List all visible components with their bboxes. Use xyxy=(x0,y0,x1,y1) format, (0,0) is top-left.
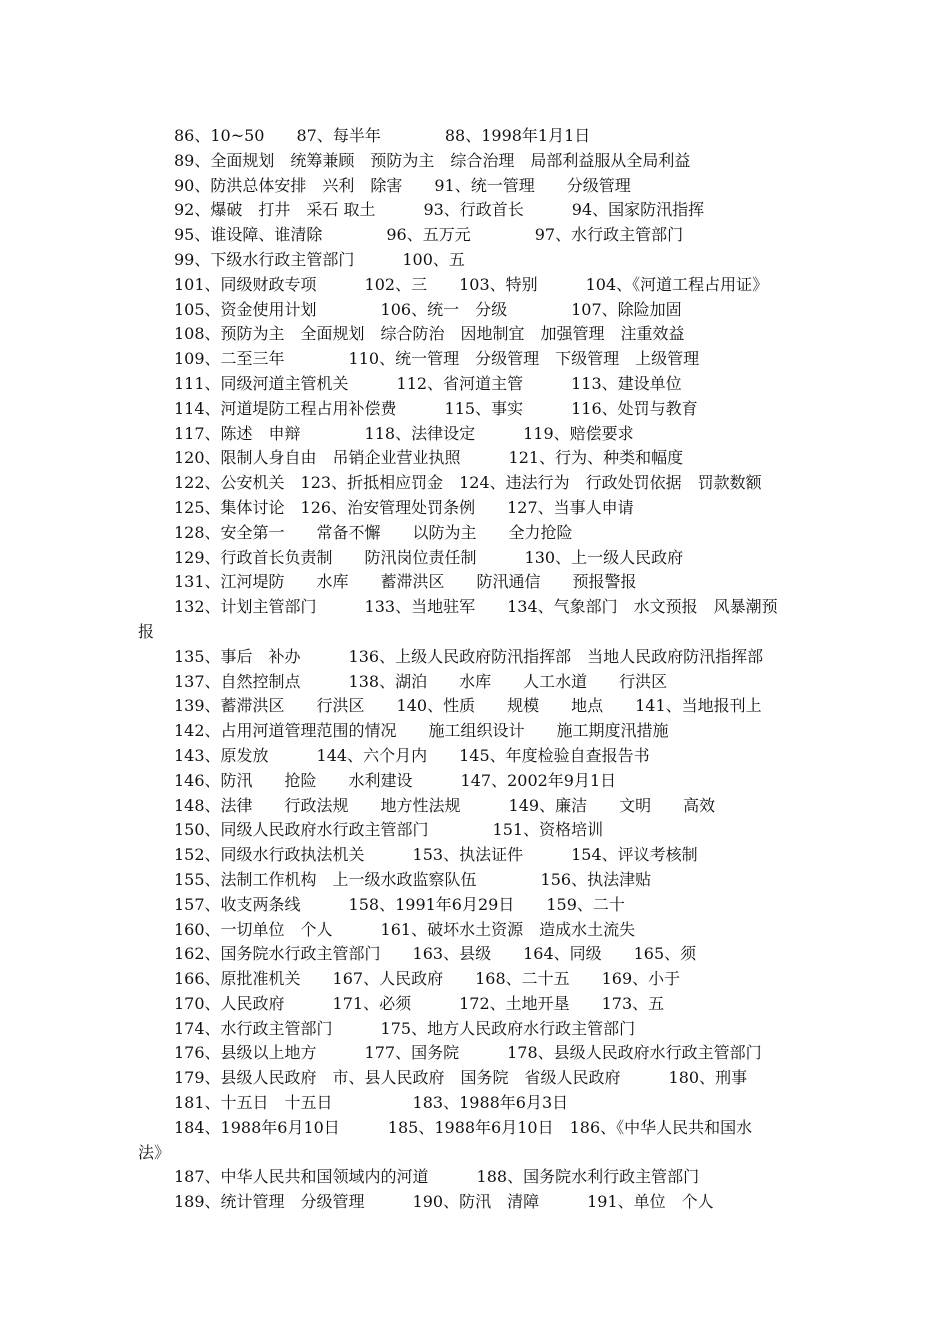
answer-list xyxy=(138,124,863,1215)
answer-line: 189、统计管理 分级管理 190、防汛 清障 191、单位 个人 xyxy=(174,1192,714,1212)
answer-line: 129、行政首长负责制 防汛岗位责任制 130、上一级人民政府 xyxy=(174,547,684,567)
answer-line: 170、人民政府 171、必须 172、土地开垦 173、五 xyxy=(174,993,665,1013)
answer-line: 152、同级水行政执法机关 153、执法证件 154、评议考核制 xyxy=(174,845,698,865)
answer-line: 89、全面规划 统筹兼顾 预防为主 综合治理 局部利益服从全局利益 xyxy=(174,150,691,170)
answer-line: 120、限制人身自由 吊销企业营业执照 121、行为、种类和幅度 xyxy=(174,448,684,468)
answer-line: 114、河道堤防工程占用补偿费 115、事实 116、处罚与教育 xyxy=(174,398,698,418)
answer-line: 108、预防为主 全面规划 综合防治 因地制宜 加强管理 注重效益 xyxy=(174,324,685,344)
answer-line: 179、县级人民政府 市、县人民政府 国务院 省级人民政府 180、刑事 xyxy=(174,1068,748,1088)
answer-line: 111、同级河道主管机关 112、省河道主管 113、建设单位 xyxy=(174,373,682,393)
answer-line: 105、资金使用计划 106、统一 分级 107、除险加固 xyxy=(174,299,682,319)
answer-line: 86、10~50 87、每半年 88、1998年1月1日 xyxy=(174,126,591,145)
answer-line: 117、陈述 申辩 118、法律设定 119、赔偿要求 xyxy=(174,423,634,443)
answer-line: 137、自然控制点 138、湖泊 水库 人工水道 行洪区 xyxy=(174,671,668,691)
answer-line-continuation: 法》 xyxy=(138,1142,171,1162)
answer-line: 160、一切单位 个人 161、破坏水土资源 造成水土流失 xyxy=(174,919,636,939)
answer-line: 148、法律 行政法规 地方性法规 149、廉洁 文明 高效 xyxy=(174,795,716,815)
answer-line: 128、安全第一 常备不懈 以防为主 全力抢险 xyxy=(174,522,573,542)
answer-line: 184、1988年6月10日 185、1988年6月10日 186、《中华人民共和国水 xyxy=(174,1117,753,1137)
answer-line: 150、同级人民政府水行政主管部门 151、资格培训 xyxy=(174,820,604,840)
answer-line: 176、县级以上地方 177、国务院 178、县级人民政府水行政主管部门 xyxy=(174,1043,762,1063)
answer-line: 181、十五日 十五日 183、1988年6月3日 xyxy=(174,1093,569,1113)
answer-line: 101、同级财政专项 102、三 103、特别 104、《河道工程占用证》 xyxy=(174,274,769,294)
answer-line: 166、原批准机关 167、人民政府 168、二十五 169、小于 xyxy=(174,969,681,989)
answer-line: 162、国务院水行政主管部门 163、县级 164、同级 165、须 xyxy=(174,944,697,964)
answer-line: 146、防汛 抢险 水利建设 147、2002年9月1日 xyxy=(174,770,617,790)
answer-line: 109、二至三年 110、统一管理 分级管理 下级管理 上级管理 xyxy=(174,349,700,369)
answer-line: 95、谁设障、谁清除 96、五万元 97、水行政主管部门 xyxy=(174,225,684,245)
answer-line: 142、占用河道管理范围的情况 施工组织设计 施工期度汛措施 xyxy=(174,721,669,741)
answer-line: 143、原发放 144、六个月内 145、年度检验自查报告书 xyxy=(174,745,650,765)
answer-line: 135、事后 补办 136、上级人民政府防汛指挥部 当地人民政府防汛指挥部 xyxy=(174,646,764,666)
answer-line: 92、爆破 打井 采石 取土 93、行政首长 94、国家防汛指挥 xyxy=(174,200,705,220)
answer-line-continuation: 报 xyxy=(138,621,155,641)
answer-line: 131、江河堤防 水库 蓄滞洪区 防汛通信 预报警报 xyxy=(174,572,637,592)
answer-line: 132、计划主管部门 133、当地驻军 134、气象部门 水文预报 风暴潮预 xyxy=(174,597,778,617)
answer-line: 99、下级水行政主管部门 100、五 xyxy=(174,249,465,269)
answer-line: 125、集体讨论 126、治安管理处罚条例 127、当事人申请 xyxy=(174,497,634,517)
answer-line: 187、中华人民共和国领域内的河道 188、国务院水利行政主管部门 xyxy=(174,1167,700,1187)
answer-line: 122、公安机关 123、折抵相应罚金 124、违法行为 行政处罚依据 罚款数额 xyxy=(174,473,762,493)
answer-line: 90、防洪总体安排 兴利 除害 91、统一管理 分级管理 xyxy=(174,175,631,195)
answer-line: 155、法制工作机构 上一级水政监察队伍 156、执法津贴 xyxy=(174,869,652,889)
answer-line: 139、蓄滞洪区 行洪区 140、性质 规模 地点 141、当地报刊上 xyxy=(174,696,762,716)
answer-line: 174、水行政主管部门 175、地方人民政府水行政主管部门 xyxy=(174,1018,636,1038)
answer-line: 157、收支两条线 158、1991年6月29日 159、二十 xyxy=(174,894,625,914)
